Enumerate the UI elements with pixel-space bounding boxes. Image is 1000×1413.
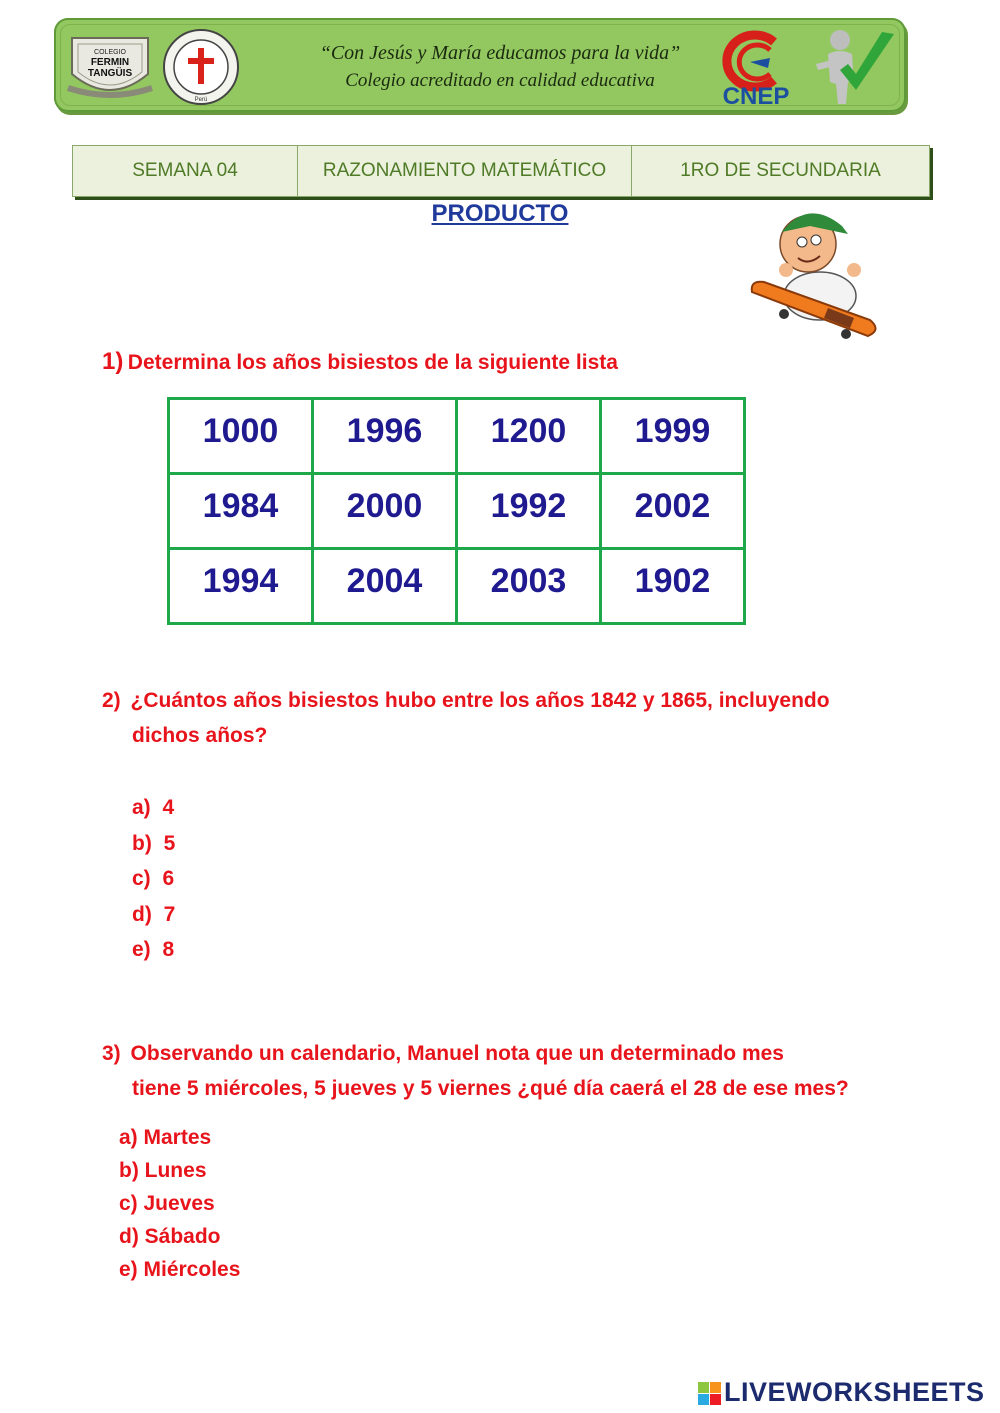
question-1-number: 1) [102, 348, 124, 375]
liveworksheets-logo-icon [698, 1382, 722, 1406]
skateboard-kid-illustration [750, 196, 890, 348]
option-text: 8 [162, 938, 175, 961]
consortium-seal-logo [160, 28, 242, 106]
question-3-text-2: tiene 5 miércoles, 5 jueves y 5 viernes ¿qué día caerá el 28 de ese mes? [132, 1077, 849, 1100]
option-item[interactable] [132, 938, 175, 974]
option-text: 7 [163, 902, 176, 926]
motto-line-2: Colegio acreditado en calidad educativa [345, 70, 655, 91]
option-letter: c) [132, 867, 151, 890]
svg-text:COLEGIO: COLEGIO [94, 49, 126, 56]
motto-line-1: “Con Jesús y María educamos para la vida” [319, 42, 681, 64]
question-3-line-1 [102, 1042, 784, 1066]
option-text: 6 [162, 867, 175, 890]
year-cell[interactable]: 2003 [457, 549, 601, 624]
option-item[interactable]: d) Sábado [119, 1225, 221, 1248]
question-1-heading [102, 348, 618, 376]
option-letter: a) [132, 796, 151, 819]
option-letter: b) [132, 831, 152, 855]
question-3-text-1: Observando un calendario, Manuel nota que un determinado mes [130, 1042, 784, 1065]
year-cell[interactable]: 1992 [457, 474, 601, 549]
option-letter: e) [132, 938, 151, 961]
option-item[interactable]: b) Lunes [119, 1159, 207, 1182]
checkmark-figure-icon [810, 24, 896, 108]
option-item[interactable] [132, 903, 175, 939]
year-cell[interactable]: 1999 [601, 399, 745, 474]
option-item[interactable]: e) Miércoles [119, 1258, 241, 1281]
svg-text:TANGÜIS: TANGÜIS [87, 68, 133, 79]
liveworksheets-brand: LIVEWORKSHEETS [724, 1377, 985, 1407]
option-letter: d) [132, 902, 152, 926]
year-cell[interactable]: 1000 [169, 399, 313, 474]
school-seal-logo [66, 30, 154, 102]
year-cell[interactable]: 1902 [601, 549, 745, 624]
subject-label: RAZONAMIENTO MATEMÁTICO [298, 146, 632, 196]
option-item[interactable]: c) Jueves [119, 1192, 215, 1215]
years-table [167, 397, 746, 625]
year-cell[interactable]: 2000 [313, 474, 457, 549]
question-2-text-1: ¿Cuántos años bisiestos hubo entre los años 1842 y 1865, incluyendo [130, 689, 830, 712]
question-2-options [132, 796, 175, 974]
option-item[interactable] [132, 796, 175, 832]
option-item[interactable] [132, 832, 175, 868]
question-1-text: Determina los años bisiestos de la siguiente lista [127, 351, 618, 374]
year-cell[interactable]: 2004 [313, 549, 457, 624]
year-cell[interactable]: 1984 [169, 474, 313, 549]
table-row [169, 549, 745, 624]
cnep-logo [712, 28, 802, 108]
option-text: 5 [163, 831, 176, 855]
question-2-text-2: dichos años? [132, 724, 268, 747]
question-2-number: 2) [102, 689, 121, 712]
option-item[interactable] [132, 867, 175, 903]
table-row [169, 399, 745, 474]
course-info-bar [72, 145, 930, 197]
svg-text:CNEP: CNEP [722, 83, 790, 108]
svg-text:FERMIN: FERMIN [90, 57, 130, 68]
svg-text:Perú: Perú [194, 97, 208, 103]
year-cell[interactable]: 1994 [169, 549, 313, 624]
grade-label: 1RO DE SECUNDARIA [680, 160, 881, 181]
question-2-line-1 [102, 689, 830, 713]
year-cell[interactable]: 2002 [601, 474, 745, 549]
question-3-number: 3) [102, 1042, 121, 1065]
week-label: SEMANA 04 [73, 146, 298, 196]
question-3-options [119, 1126, 240, 1291]
table-row [169, 474, 745, 549]
year-cell[interactable]: 1996 [313, 399, 457, 474]
page-title: PRODUCTO [431, 200, 569, 227]
option-item[interactable]: a) Martes [119, 1126, 212, 1149]
option-text: 4 [162, 796, 175, 819]
year-cell[interactable]: 1200 [457, 399, 601, 474]
